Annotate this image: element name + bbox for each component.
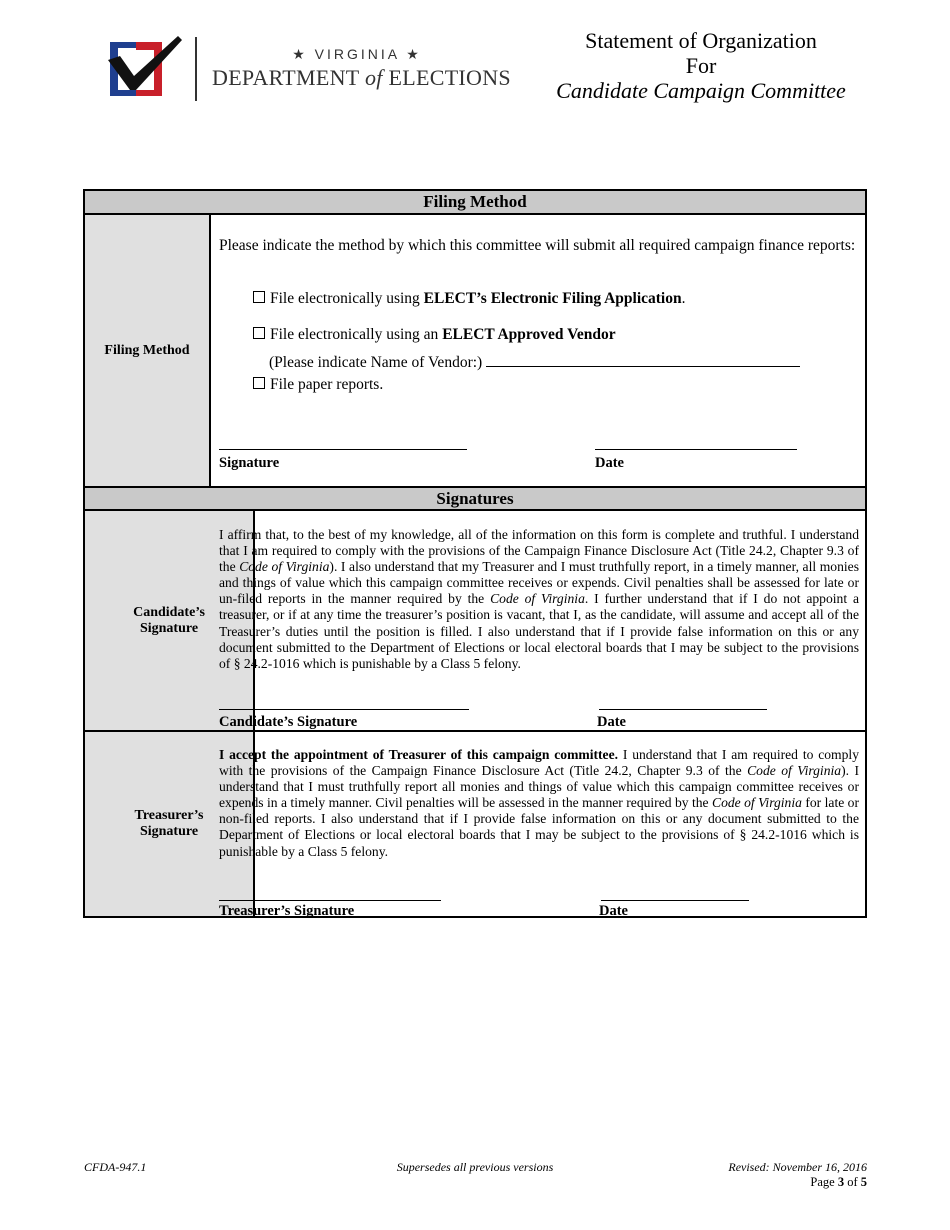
candidate-signature-row [85, 511, 865, 730]
filing-method-header: Filing Method [85, 191, 865, 215]
treasurer-signature-caption: Treasurer’s Signature [219, 903, 355, 919]
candidate-code-ref-2: Code of Virginia [490, 591, 585, 607]
opt3-text: File paper reports. [270, 376, 384, 393]
revised-date: Revised: November 16, 2016 [728, 1160, 867, 1174]
treasurer-text-3: for late or non-filed reports. I also understand that if I provide false information on this or any document submitted to the Department of Elections or local electoral boards that I may be subject to the provisions of § 24.2-1016 which is punishable by a Class 5 felony. [219, 795, 859, 859]
filing-method-instruction: Please indicate the method by which this committee will submit all required campaign finance reports: [219, 237, 856, 254]
treasurer-signature-row [85, 732, 865, 919]
supersedes-note: Supersedes all previous versions [396, 1160, 554, 1174]
checkbox-electronic-app[interactable] [253, 291, 265, 303]
treasurer-date-label: Date [599, 903, 628, 919]
treasurer-acceptance-text [219, 747, 859, 860]
agency-name [212, 65, 511, 91]
treasurer-signature-label: Treasurer’s Signature [85, 732, 255, 916]
agency-name-part2: ELECTIONS [388, 65, 511, 90]
page-of: of [844, 1175, 861, 1189]
vendor-name-line [269, 352, 800, 372]
form-table [83, 189, 867, 918]
agency-state: ★ VIRGINIA ★ [292, 46, 422, 62]
option-approved-vendor[interactable] [253, 326, 616, 344]
candidate-signature-label: Candidate’s Signature [85, 511, 255, 730]
vendor-name-field[interactable] [486, 352, 800, 367]
candidate-code-ref-1: Code of Virginia [239, 559, 330, 575]
treasurer-signature-field[interactable] [219, 900, 441, 901]
treasurer-acceptance-bold: I accept the appointment of Treasurer of this campaign committee. [219, 747, 619, 762]
candidate-date-label: Date [597, 714, 626, 730]
page-word: Page [810, 1175, 838, 1189]
logo-divider [195, 37, 197, 101]
option-paper-reports[interactable] [253, 376, 383, 394]
page-current: 3 [837, 1175, 845, 1189]
candidate-text-1: I affirm that, to the best of my knowledge, all of the information on this form is complete and truthful. I understand that I am required to comply with the provisions of the Campaign Finance Disclosure Act (Title 24.2, Chapter 9.3 of the [219, 527, 859, 575]
agency-name-of: of [364, 65, 383, 90]
treasurer-text-2: ). I understand that I must truthfully report all monies and things of value which this campaign committee receives or expends in a timely manner. Civil penalties will be assessed in the manner required by the [219, 763, 859, 811]
opt2-prefix: File electronically using an [270, 326, 443, 343]
treasurer-text-1: I understand that I am required to comply with the provisions of the Campaign Finance Disclosure Act (Title 24.2, Chapter 9.3 of the [219, 747, 859, 779]
filing-method-label: Filing Method [85, 215, 211, 486]
candidate-signature-field[interactable] [219, 709, 469, 710]
filing-date-label: Date [595, 455, 624, 471]
agency-wordmark [212, 46, 511, 91]
filing-signature-field[interactable] [219, 449, 467, 450]
checkbox-paper-reports[interactable] [253, 377, 265, 389]
filing-date-field[interactable] [595, 449, 797, 450]
treasurer-code-ref-1: Code of Virginia [747, 763, 842, 779]
filing-signature-label: Signature [219, 455, 280, 471]
title-line-2: For [685, 53, 717, 78]
opt1-suffix: . [681, 290, 686, 307]
vendor-prompt: (Please indicate Name of Vendor:) [269, 354, 483, 371]
treasurer-signature-body [211, 732, 865, 919]
signatures-header: Signatures [85, 488, 865, 511]
opt1-prefix: File electronically using [270, 290, 424, 307]
treasurer-date-field[interactable] [601, 900, 749, 901]
candidate-signature-caption: Candidate’s Signature [219, 714, 358, 730]
candidate-text-3: . I further understand that if I do not appoint a treasurer, or if at any time the treasurer’s position is vacant, that I, as the candidate, will assume and accept all of the Treasurer’s duties until the position is filled. I also understand that if I provide false information on this or any document submitted to the Department of Elections or local electoral boards that I may be subject to the provisions of § 24.2-1016 which is punishable by a Class 5 felony. [219, 591, 859, 671]
checkbox-approved-vendor[interactable] [253, 327, 265, 339]
candidate-date-field[interactable] [599, 709, 767, 710]
opt1-bold: ELECT’s Electronic Filing Application [423, 290, 682, 307]
virginia-elections-logo [106, 34, 186, 100]
filing-method-row [85, 215, 865, 486]
form-id: CFDA-947.1 [84, 1160, 147, 1174]
agency-name-part1: DEPARTMENT [212, 65, 360, 90]
option-electronic-filing-app[interactable] [253, 290, 685, 308]
filing-method-body [211, 215, 865, 486]
form-title [540, 28, 862, 103]
page-number [810, 1175, 867, 1190]
title-line-1: Statement of Organization [585, 28, 817, 53]
candidate-text-2: ). I also understand that my Treasurer and I must truthfully report, in a timely manner, all monies and things of value which this campaign committee receives or expends. Civil penalties shall be assessed for late or un-filed reports in the manner required by the [219, 559, 859, 607]
candidate-affirmation-text [219, 527, 859, 672]
candidate-signature-body [211, 511, 865, 730]
treasurer-code-ref-2: Code of Virginia [712, 795, 802, 811]
opt2-bold: ELECT Approved Vendor [442, 326, 616, 343]
page-total: 5 [860, 1175, 867, 1189]
title-line-3: Candidate Campaign Committee [556, 78, 846, 103]
